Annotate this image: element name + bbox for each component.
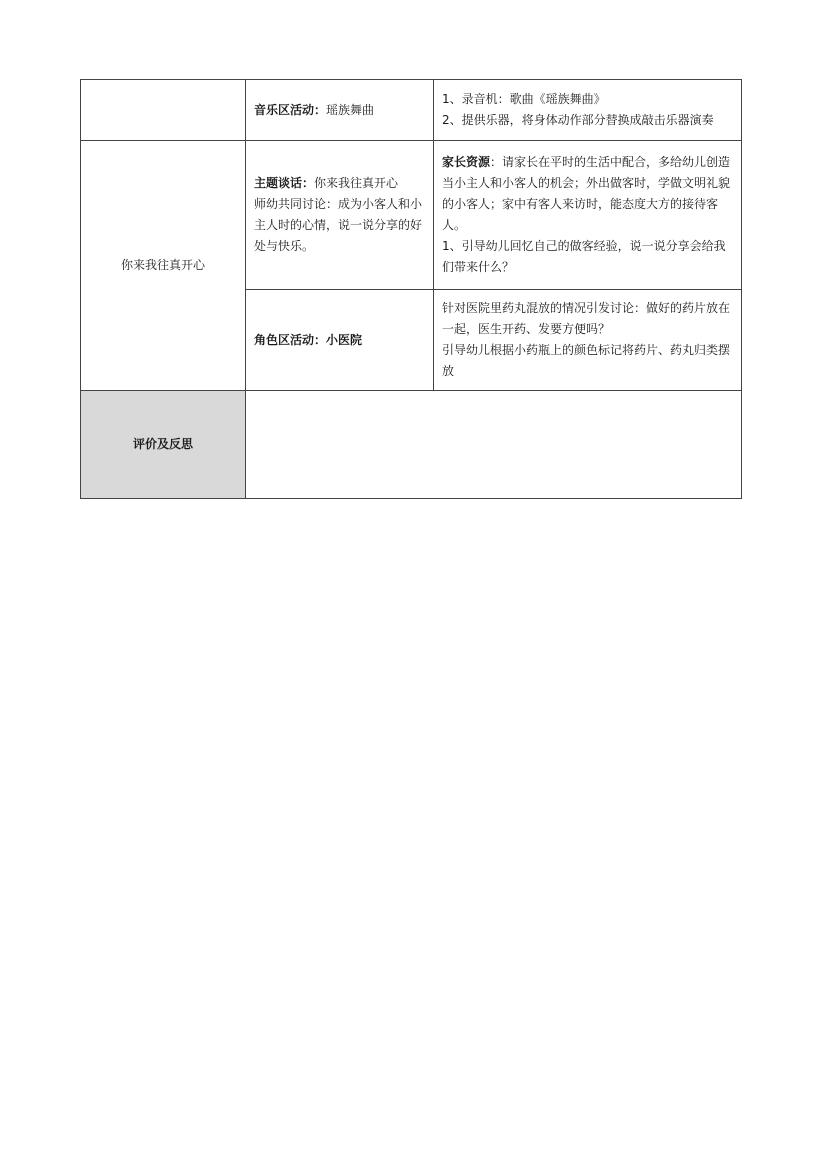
table-row-theme-talk [81, 141, 742, 290]
table-row-evaluation [81, 391, 742, 499]
theme-talk-text: 你来我往真开心 师幼共同讨论：成为小客人和小主人时的心情，说一说分享的好处与快乐。 [254, 176, 423, 253]
role-material-1: 针对医院里药丸混放的情况引发讨论：做好的药片放在一起，医生开药、发要方便吗？ [442, 301, 731, 336]
role-material-2: 引导幼儿根据小药瓶上的颜色标记将药片、药丸归类摆放 [442, 343, 731, 378]
role-activity-name: 小医院 [326, 332, 363, 347]
role-activity-cell [246, 290, 434, 391]
parent-resource-cell [434, 141, 742, 290]
table-row-music [81, 80, 742, 141]
parent-resource-label: 家长资源 [442, 155, 491, 169]
music-materials-cell [434, 80, 742, 141]
role-activity-label: 角色区活动： [254, 332, 327, 347]
music-material-1: 1、录音机：歌曲《瑶族舞曲》 [442, 92, 606, 106]
evaluation-content-cell [246, 391, 742, 499]
music-activity-name: 瑶族舞曲 [326, 102, 375, 117]
parent-resource-text: ：请家长在平时的生活中配合，多给幼儿创造当小主人和小客人的机会；外出做客时，学做文明礼貌的小客人；家中有客人来访时，能态度大方的接待客人。 [442, 155, 731, 232]
theme-talk-cell [246, 141, 434, 290]
guide-text: 1、引导幼儿回忆自己的做客经验，说一说分享会给我们带来什么？ [442, 239, 726, 274]
music-activity-label: 音乐区活动： [254, 102, 327, 117]
activity-plan-table [80, 79, 742, 499]
music-material-2: 2、提供乐器，将身体动作部分替换成敲击乐器演奏 [442, 113, 714, 127]
role-materials-cell [434, 290, 742, 391]
theme-cell: 你来我往真开心 [81, 141, 246, 391]
theme-cell-empty [81, 80, 246, 141]
music-activity-cell [246, 80, 434, 141]
evaluation-label-cell: 评价及反思 [81, 391, 246, 499]
theme-talk-label: 主题谈话： [254, 176, 315, 190]
